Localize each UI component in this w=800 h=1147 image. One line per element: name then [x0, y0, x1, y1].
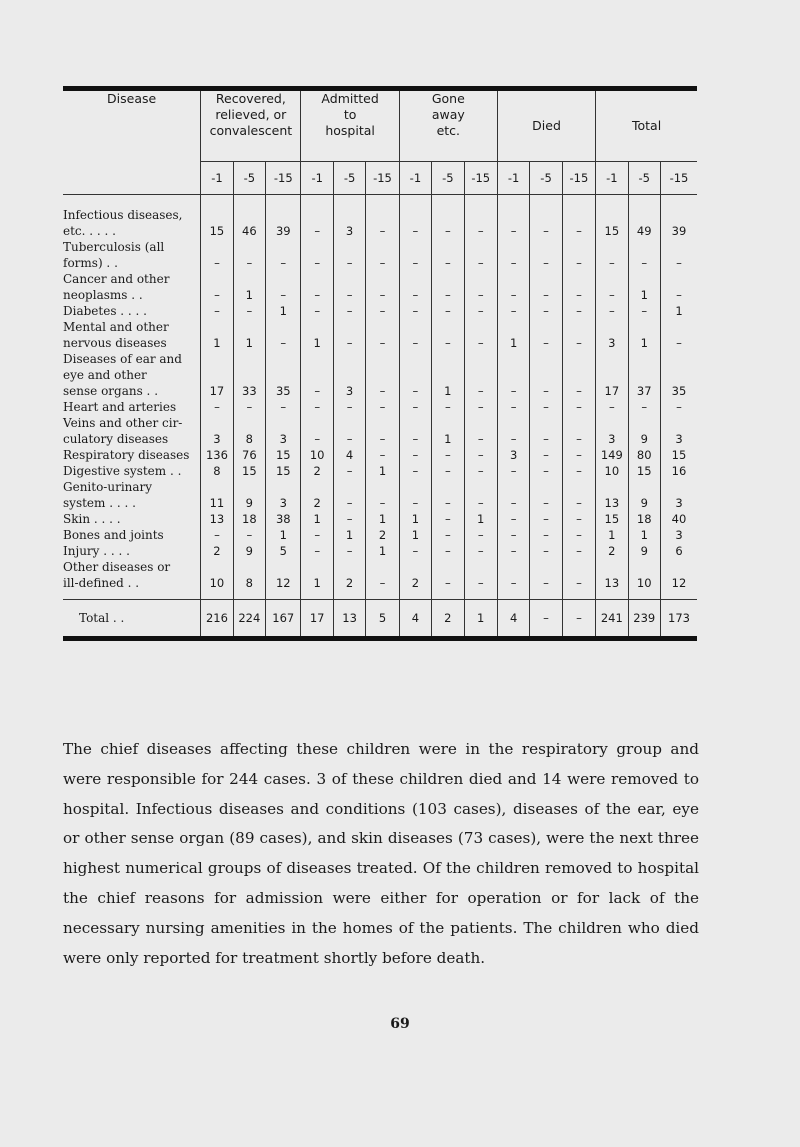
- table-cell: 8: [201, 463, 233, 479]
- table-cell: 1: [266, 303, 301, 319]
- table-cell: –: [399, 463, 431, 479]
- table-cell: 33: [233, 351, 265, 399]
- table-cell: 49: [628, 195, 660, 240]
- row-label: Bones and joints: [63, 528, 164, 542]
- row-label: Tuberculosis (all forms) . .: [63, 240, 165, 270]
- table-cell: 149: [596, 447, 628, 463]
- table-cell: 35: [660, 351, 697, 399]
- table-cell: 2: [301, 479, 333, 511]
- table-cell: –: [301, 543, 333, 559]
- table-cell: –: [497, 351, 529, 399]
- table-cell: 3: [201, 415, 233, 447]
- table-cell: –: [366, 195, 399, 240]
- table-cell: –: [201, 527, 233, 543]
- table-cell: –: [432, 559, 464, 600]
- sub-header-cell: -1: [497, 162, 529, 195]
- table-row: [63, 399, 697, 415]
- table-cell: –: [497, 479, 529, 511]
- table-cell: –: [530, 399, 562, 415]
- table-cell: –: [530, 559, 562, 600]
- table-cell: –: [530, 239, 562, 271]
- table-cell: –: [399, 239, 431, 271]
- table-cell: –: [399, 399, 431, 415]
- table-cell: 2: [366, 527, 399, 543]
- table-cell: 1: [301, 559, 333, 600]
- table-cell: –: [464, 479, 497, 511]
- row-label: Injury . . . .: [63, 544, 130, 558]
- table-cell: 37: [628, 351, 660, 399]
- table-cell: 17: [201, 351, 233, 399]
- table-cell: –: [596, 239, 628, 271]
- total-cell: 4: [497, 600, 529, 637]
- table-cell: 1: [497, 319, 529, 351]
- table-cell: 3: [660, 527, 697, 543]
- row-label: Infectious diseases, etc. . . . .: [63, 208, 183, 238]
- table-cell: –: [530, 195, 562, 240]
- table-cell: –: [301, 271, 333, 303]
- table-row: [63, 479, 697, 511]
- table-cell: 3: [596, 319, 628, 351]
- sub-header-cell: -5: [628, 162, 660, 195]
- total-cell: 17: [301, 600, 333, 637]
- table-cell: 136: [201, 447, 233, 463]
- table-cell: 15: [628, 463, 660, 479]
- table-cell: –: [464, 195, 497, 240]
- table-cell: 8: [233, 559, 265, 600]
- table-cell: 15: [660, 447, 697, 463]
- table-cell: –: [562, 559, 595, 600]
- table-cell: –: [562, 195, 595, 240]
- table-row: [63, 447, 697, 463]
- table-cell: –: [432, 271, 464, 303]
- page-number: 69: [390, 1016, 410, 1032]
- sub-header-cell: -15: [660, 162, 697, 195]
- total-row: [63, 600, 697, 637]
- table-cell: –: [497, 239, 529, 271]
- table-cell: 15: [596, 195, 628, 240]
- table-cell: –: [432, 303, 464, 319]
- table-cell: –: [530, 271, 562, 303]
- table-cell: 1: [628, 527, 660, 543]
- table-row: [63, 303, 697, 319]
- table-cell: 1: [233, 319, 265, 351]
- row-label: Diseases of ear and eye and other sense organs . .: [63, 352, 182, 398]
- total-cell: 239: [628, 600, 660, 637]
- table-cell: –: [333, 415, 365, 447]
- table-cell: –: [432, 447, 464, 463]
- table-row: [63, 195, 697, 240]
- sub-header-cell: -15: [464, 162, 497, 195]
- table-cell: 1: [201, 319, 233, 351]
- table-cell: 9: [233, 479, 265, 511]
- group-header-recovered: Recovered, relieved, or convalescent: [201, 91, 301, 162]
- table-cell: –: [464, 271, 497, 303]
- table-cell: 10: [628, 559, 660, 600]
- table-cell: 40: [660, 511, 697, 527]
- sub-header-cell: -1: [399, 162, 431, 195]
- sub-header-cell: -5: [333, 162, 365, 195]
- table-cell: 8: [233, 415, 265, 447]
- table-cell: –: [562, 351, 595, 399]
- table-cell: –: [530, 303, 562, 319]
- group-header-row: [63, 91, 697, 162]
- table-cell: 1: [366, 463, 399, 479]
- row-label: Cancer and other neoplasms . .: [63, 272, 170, 302]
- table-cell: –: [497, 415, 529, 447]
- bottom-rule: [63, 636, 697, 641]
- table-cell: –: [464, 399, 497, 415]
- table-cell: 46: [233, 195, 265, 240]
- table-cell: –: [562, 527, 595, 543]
- table-cell: 1: [301, 319, 333, 351]
- row-label: Respiratory diseases: [63, 448, 190, 462]
- table-cell: –: [432, 543, 464, 559]
- table-cell: –: [464, 543, 497, 559]
- table-cell: –: [497, 543, 529, 559]
- table-cell: –: [562, 447, 595, 463]
- total-cell: 224: [233, 600, 265, 637]
- sub-header-cell: -1: [596, 162, 628, 195]
- table-cell: –: [432, 511, 464, 527]
- table-cell: –: [432, 463, 464, 479]
- table-cell: –: [266, 399, 301, 415]
- table-cell: –: [464, 463, 497, 479]
- table-cell: –: [464, 303, 497, 319]
- table-cell: –: [333, 319, 365, 351]
- table-cell: 4: [333, 447, 365, 463]
- table-cell: 10: [301, 447, 333, 463]
- table-cell: –: [301, 195, 333, 240]
- table-cell: 15: [596, 511, 628, 527]
- table-cell: 1: [399, 527, 431, 543]
- row-label: Diabetes . . . .: [63, 304, 147, 318]
- table-cell: –: [366, 479, 399, 511]
- table-cell: 1: [464, 511, 497, 527]
- table-row: [63, 463, 697, 479]
- table-cell: –: [464, 319, 497, 351]
- table-cell: –: [399, 271, 431, 303]
- table-cell: 3: [660, 415, 697, 447]
- sub-header-cell: -5: [530, 162, 562, 195]
- table-cell: –: [530, 447, 562, 463]
- table-cell: –: [497, 303, 529, 319]
- table-cell: –: [233, 239, 265, 271]
- table-cell: –: [562, 415, 595, 447]
- table-cell: –: [366, 415, 399, 447]
- total-cell: 1: [464, 600, 497, 637]
- table-cell: –: [366, 271, 399, 303]
- table-cell: –: [596, 303, 628, 319]
- table-cell: –: [530, 463, 562, 479]
- table-row: [63, 415, 697, 447]
- table-cell: –: [596, 271, 628, 303]
- table-cell: 15: [266, 463, 301, 479]
- table-cell: 11: [201, 479, 233, 511]
- table-row: [63, 271, 697, 303]
- table-cell: –: [333, 463, 365, 479]
- table-cell: 9: [628, 479, 660, 511]
- total-cell: 216: [201, 600, 233, 637]
- table-cell: –: [497, 463, 529, 479]
- group-header-gone-away: Gone away etc.: [399, 91, 497, 162]
- table-cell: –: [562, 303, 595, 319]
- table-cell: –: [201, 239, 233, 271]
- table-cell: –: [233, 399, 265, 415]
- table-cell: –: [366, 319, 399, 351]
- table-cell: –: [562, 271, 595, 303]
- table-cell: –: [399, 351, 431, 399]
- table-cell: 3: [266, 479, 301, 511]
- table-cell: –: [366, 303, 399, 319]
- table-cell: 15: [233, 463, 265, 479]
- table-row: [63, 351, 697, 399]
- table-cell: –: [497, 271, 529, 303]
- table-cell: –: [201, 271, 233, 303]
- table-cell: –: [530, 415, 562, 447]
- table-cell: –: [530, 479, 562, 511]
- table-cell: –: [266, 271, 301, 303]
- table-cell: 5: [266, 543, 301, 559]
- table-cell: –: [366, 351, 399, 399]
- total-cell: 241: [596, 600, 628, 637]
- table-cell: –: [399, 319, 431, 351]
- disease-table: [63, 86, 697, 641]
- table-cell: –: [660, 319, 697, 351]
- total-cell: 4: [399, 600, 431, 637]
- table-cell: –: [497, 559, 529, 600]
- table-cell: –: [497, 399, 529, 415]
- table-cell: 1: [660, 303, 697, 319]
- table-cell: –: [399, 415, 431, 447]
- row-label: Heart and arteries: [63, 400, 177, 414]
- table-cell: 18: [233, 511, 265, 527]
- table-row: [63, 543, 697, 559]
- total-cell: 173: [660, 600, 697, 637]
- table-cell: 1: [628, 271, 660, 303]
- table-cell: –: [530, 319, 562, 351]
- table-cell: –: [399, 195, 431, 240]
- table-cell: 1: [366, 511, 399, 527]
- table-cell: –: [432, 239, 464, 271]
- table-cell: 39: [266, 195, 301, 240]
- table-cell: 76: [233, 447, 265, 463]
- table-cell: 13: [596, 479, 628, 511]
- table-cell: –: [399, 479, 431, 511]
- table-cell: 1: [399, 511, 431, 527]
- table-cell: –: [660, 271, 697, 303]
- disease-column-header: Disease: [63, 91, 201, 195]
- table-row: [63, 511, 697, 527]
- table-cell: 6: [660, 543, 697, 559]
- table-cell: –: [562, 511, 595, 527]
- table-cell: –: [464, 527, 497, 543]
- table-cell: 2: [596, 543, 628, 559]
- table-cell: 13: [201, 511, 233, 527]
- table-cell: –: [596, 399, 628, 415]
- sub-header-cell: -5: [432, 162, 464, 195]
- table-cell: –: [497, 527, 529, 543]
- table-row: [63, 527, 697, 543]
- table-cell: –: [464, 415, 497, 447]
- table-cell: –: [562, 319, 595, 351]
- table-cell: –: [266, 319, 301, 351]
- table-cell: –: [660, 399, 697, 415]
- row-label: Genito-urinary system . . . .: [63, 480, 153, 510]
- table-cell: 1: [333, 527, 365, 543]
- table-cell: 10: [596, 463, 628, 479]
- table-cell: –: [333, 271, 365, 303]
- table-cell: 35: [266, 351, 301, 399]
- table-cell: –: [333, 543, 365, 559]
- table-cell: –: [530, 527, 562, 543]
- table-cell: –: [301, 351, 333, 399]
- table-cell: –: [301, 527, 333, 543]
- table-cell: 2: [399, 559, 431, 600]
- table-cell: –: [464, 447, 497, 463]
- table-cell: 12: [266, 559, 301, 600]
- table-cell: –: [497, 195, 529, 240]
- sub-header-cell: -5: [233, 162, 265, 195]
- table-cell: 15: [201, 195, 233, 240]
- table-cell: 1: [266, 527, 301, 543]
- total-cell: 167: [266, 600, 301, 637]
- table-cell: –: [266, 239, 301, 271]
- table-cell: –: [628, 239, 660, 271]
- table-cell: 39: [660, 195, 697, 240]
- table-cell: –: [333, 239, 365, 271]
- table-cell: 1: [366, 543, 399, 559]
- total-cell: –: [530, 600, 562, 637]
- table-cell: 3: [333, 195, 365, 240]
- table-cell: –: [233, 527, 265, 543]
- row-label: Veins and other cir- culatory diseases: [63, 416, 183, 446]
- table-cell: –: [562, 463, 595, 479]
- table-cell: –: [464, 351, 497, 399]
- table-row: [63, 559, 697, 600]
- group-header-admitted: Admitted to hospital: [301, 91, 399, 162]
- table-body: [63, 195, 697, 637]
- table-cell: 9: [233, 543, 265, 559]
- group-header-total: Total: [596, 91, 697, 162]
- table-cell: –: [497, 511, 529, 527]
- table-cell: 17: [596, 351, 628, 399]
- table-cell: 1: [233, 271, 265, 303]
- table-cell: –: [562, 543, 595, 559]
- table-cell: –: [301, 399, 333, 415]
- table-row: [63, 239, 697, 271]
- total-cell: 5: [366, 600, 399, 637]
- table-cell: 3: [497, 447, 529, 463]
- table-cell: 1: [432, 415, 464, 447]
- table-cell: 9: [628, 415, 660, 447]
- table-cell: –: [366, 447, 399, 463]
- table-cell: –: [366, 559, 399, 600]
- table-cell: –: [399, 447, 431, 463]
- table-cell: 3: [660, 479, 697, 511]
- row-label: Digestive system . .: [63, 464, 182, 478]
- table-cell: –: [432, 479, 464, 511]
- table-cell: 2: [201, 543, 233, 559]
- sub-header-cell: -15: [266, 162, 301, 195]
- table-cell: –: [201, 399, 233, 415]
- table-cell: –: [432, 399, 464, 415]
- table-cell: 9: [628, 543, 660, 559]
- sub-header-cell: -1: [301, 162, 333, 195]
- table-cell: 3: [333, 351, 365, 399]
- table-cell: –: [530, 543, 562, 559]
- table-cell: 13: [596, 559, 628, 600]
- table-cell: –: [530, 351, 562, 399]
- table-cell: 16: [660, 463, 697, 479]
- table-cell: –: [432, 195, 464, 240]
- table-cell: –: [399, 543, 431, 559]
- table-cell: –: [660, 239, 697, 271]
- table-cell: –: [301, 303, 333, 319]
- table-cell: –: [333, 511, 365, 527]
- table-cell: 1: [301, 511, 333, 527]
- sub-header-cell: -15: [562, 162, 595, 195]
- table-cell: –: [333, 399, 365, 415]
- table-cell: 1: [596, 527, 628, 543]
- table-cell: 18: [628, 511, 660, 527]
- table-cell: –: [464, 239, 497, 271]
- table-cell: –: [301, 415, 333, 447]
- table-cell: 1: [628, 319, 660, 351]
- table-cell: –: [233, 303, 265, 319]
- table-cell: –: [432, 527, 464, 543]
- table-cell: –: [333, 303, 365, 319]
- table-cell: 80: [628, 447, 660, 463]
- table-cell: –: [628, 399, 660, 415]
- table-cell: 2: [301, 463, 333, 479]
- row-label: Other diseases or ill-defined . .: [63, 560, 171, 590]
- table-cell: –: [301, 239, 333, 271]
- table-row: [63, 319, 697, 351]
- sub-header-cell: -1: [201, 162, 233, 195]
- table-cell: –: [201, 303, 233, 319]
- summary-paragraph: The chief diseases affecting these children were in the respiratory group and were responsible for 244 cases. 3 of these children died and 14 were removed to hospital. Infectious diseases and conditions (103 cases), diseases of the ear, eye or other sense organ (89 cases), and skin diseases (73 cases), were the next three highest numerical groups of diseases treated. Of the children removed to hospital the chief reasons for admission were either for operation or for lack of the necessary nursing amenities in the homes of the patients. The children who died were only reported for treatment shortly before death.: [63, 740, 699, 967]
- group-header-died: Died: [497, 91, 595, 162]
- table-cell: –: [366, 399, 399, 415]
- table-cell: 3: [266, 415, 301, 447]
- table-cell: 1: [432, 351, 464, 399]
- table-cell: –: [562, 399, 595, 415]
- total-label: Total . .: [63, 600, 201, 637]
- row-label: Mental and other nervous diseases: [63, 320, 169, 350]
- table-cell: 3: [596, 415, 628, 447]
- row-label: Skin . . . .: [63, 512, 121, 526]
- table-cell: –: [366, 239, 399, 271]
- table-cell: –: [530, 511, 562, 527]
- table-cell: –: [432, 319, 464, 351]
- table-cell: 2: [333, 559, 365, 600]
- total-cell: –: [562, 600, 595, 637]
- table-cell: –: [562, 239, 595, 271]
- table-cell: –: [399, 303, 431, 319]
- table-cell: 15: [266, 447, 301, 463]
- sub-header-cell: -15: [366, 162, 399, 195]
- table-cell: 12: [660, 559, 697, 600]
- table-cell: –: [628, 303, 660, 319]
- table-cell: –: [333, 479, 365, 511]
- total-cell: 13: [333, 600, 365, 637]
- table-cell: 10: [201, 559, 233, 600]
- table-cell: 38: [266, 511, 301, 527]
- table-cell: –: [464, 559, 497, 600]
- total-cell: 2: [432, 600, 464, 637]
- table-cell: –: [562, 479, 595, 511]
